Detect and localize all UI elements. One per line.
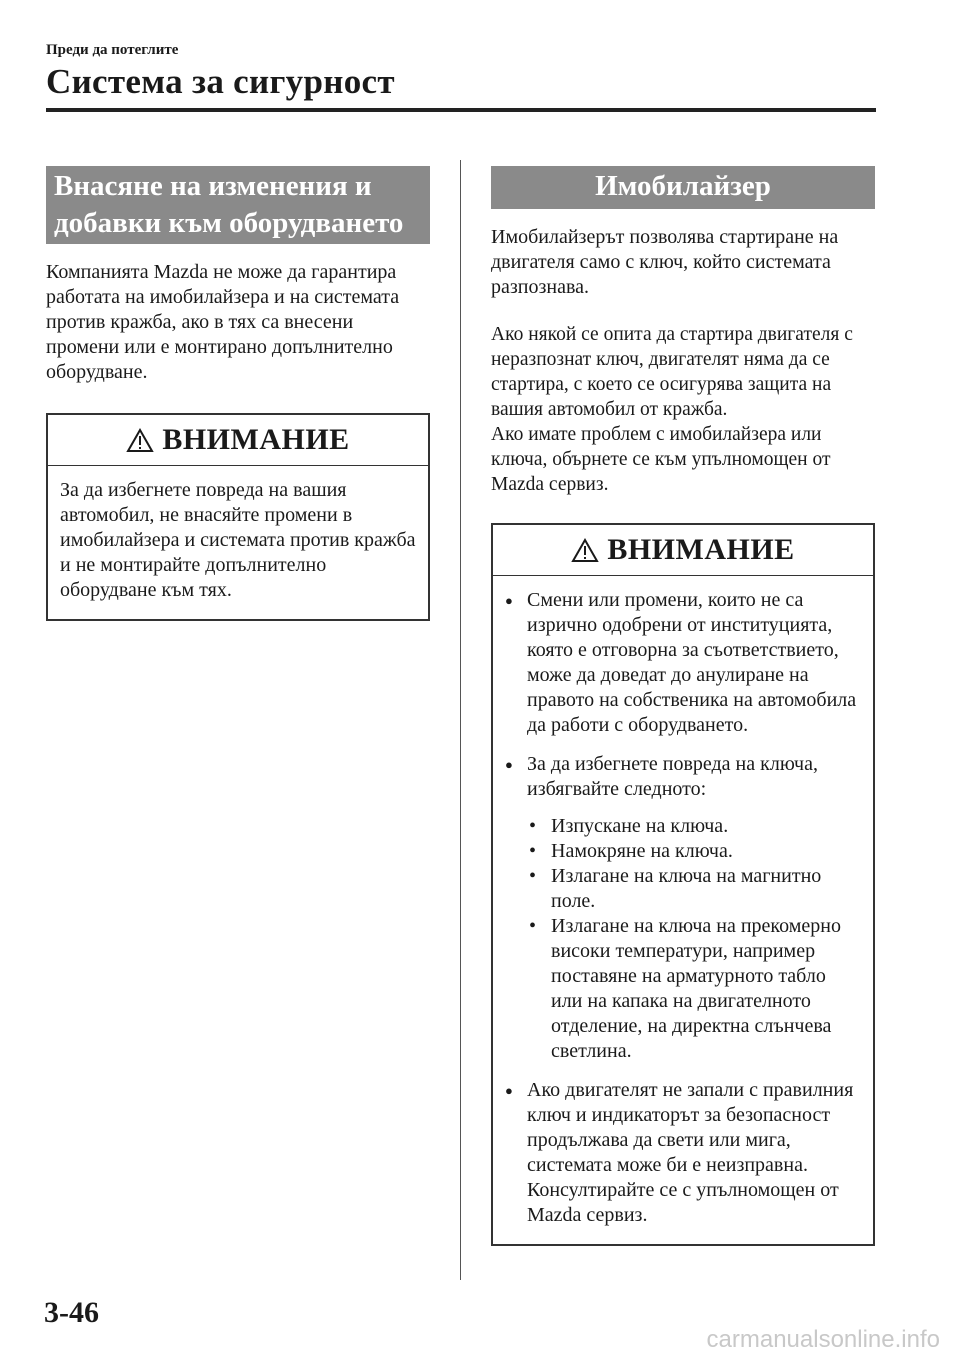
left-column bbox=[46, 166, 430, 621]
warning-bullet-list bbox=[505, 588, 861, 1228]
chapter-label: Преди да потеглите bbox=[46, 42, 179, 58]
modifications-paragraph: Компанията Mazda не може да гарантира работата на имобилайзера и на системата против кражба, ако в тях са внесени промени или е монтирано допълнително оборудване. bbox=[46, 261, 400, 383]
section-heading-immobilizer: Имобилайзер bbox=[491, 166, 875, 209]
warning-box-right bbox=[491, 523, 875, 1246]
warning-header bbox=[493, 525, 873, 576]
heading-line-2: добавки към оборудването bbox=[54, 207, 404, 239]
page-number: 3-46 bbox=[44, 1296, 99, 1329]
sub-list-item: • Излагане на ключа на прекомерно високи температури, например поставяне на арматурното табло или на капака на двигателното отделение, на директна слънчева светлина. bbox=[551, 914, 861, 1064]
heading-line-1: Внасяне на изменения и bbox=[54, 170, 372, 202]
sub-list-item: • Изпускане на ключа. bbox=[551, 814, 861, 839]
right-column bbox=[491, 166, 875, 1246]
immobilizer-service-paragraph: Ако имате проблем с имобилайзера или ключа, обърнете се към упълномощен от Mazda сервиз. bbox=[491, 424, 831, 495]
immobilizer-theft-paragraph: Ако някой се опита да стартира двигателя с неразпознат ключ, двигателят няма да се стартира, с което се осигурява защита на вашия автомобил от кражба. bbox=[491, 324, 853, 420]
warning-box-left bbox=[46, 413, 430, 621]
key-avoid-list bbox=[527, 814, 861, 1064]
watermark: carmanualsonline.info bbox=[706, 1326, 940, 1353]
immobilizer-details bbox=[491, 322, 875, 497]
warning-label: ВНИМАНИЕ bbox=[607, 533, 795, 566]
list-item: ● За да избегнете повреда на ключа, избягвайте следното: • Изпускане на ключа. • Намокряне на ключа. • Излагане на ключа на магнитно поле. • Излагане на ключа на прекомерно високи температури, например поставяне на арматурното табло или на капака на двигателното отделение, на директна слънчева светлина. bbox=[527, 752, 861, 1064]
column-divider bbox=[460, 160, 461, 1280]
warning-list-body bbox=[493, 576, 873, 1244]
list-item: ● Смени или промени, които не са изрично одобрени от институцията, която е отговорна за съответствието, може да доведат до анулиране на правото на собственика на автомобила да работи с оборудването. bbox=[527, 588, 861, 738]
sub-list-item: • Намокряне на ключа. bbox=[551, 839, 861, 864]
section-heading-modifications bbox=[46, 166, 430, 244]
list-item: ● Ако двигателят не запали с правилния ключ и индикаторът за безопасност продължава да свети или мига, системата може би е неизправна. Консултирайте се с упълномощен от Mazda сервиз. bbox=[527, 1078, 861, 1228]
warning-triangle-icon bbox=[126, 428, 154, 453]
title-rule bbox=[46, 108, 876, 112]
warning-triangle-icon bbox=[571, 538, 599, 563]
warning-text: За да избегнете повреда на вашия автомобил, не внасяйте промени в имобилайзера и системата против кражба и не монтирайте допълнително оборудване към тях. bbox=[60, 479, 416, 601]
warning-header bbox=[48, 415, 428, 466]
warning-label: ВНИМАНИЕ bbox=[162, 423, 350, 456]
sub-list-item: • Излагане на ключа на магнитно поле. bbox=[551, 864, 861, 914]
immobilizer-intro: Имобилайзерът позволява стартиране на двигателя само с ключ, който системата разпознава. bbox=[491, 226, 839, 298]
page-title: Система за сигурност bbox=[46, 62, 395, 101]
